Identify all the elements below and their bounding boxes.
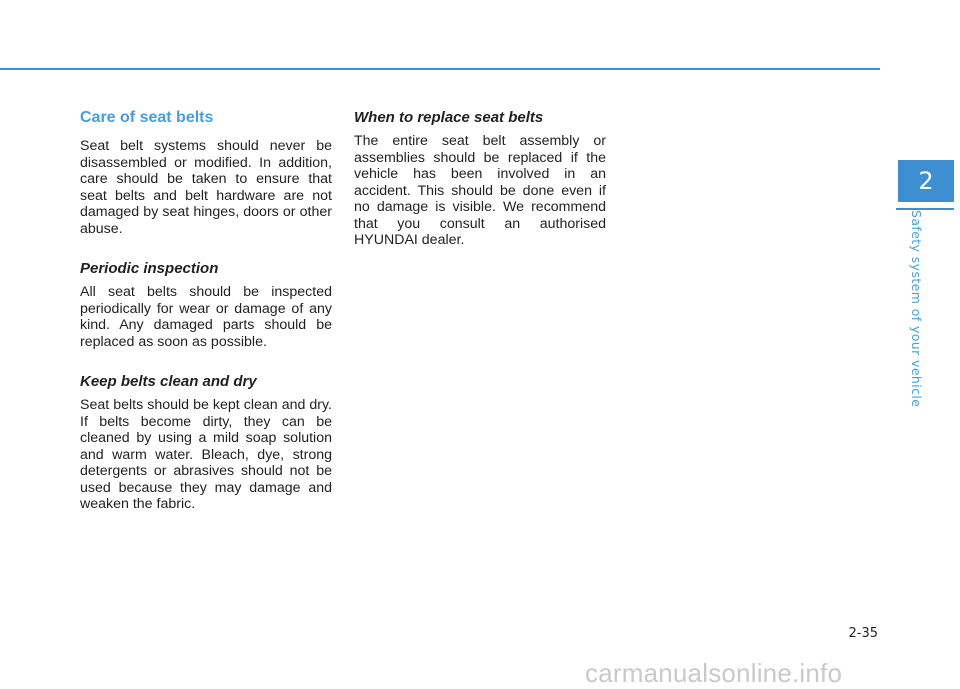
left-column (80, 108, 332, 535)
replace-belts-paragraph: The entire seat belt assembly or assemblies should be replaced if the vehicle has been involved in an accident. This should be done even if no damage is visible. We recommend that you consult an authorised HYUNDAI dealer. (354, 133, 606, 248)
replace-belts-heading: When to replace seat belts (354, 109, 544, 126)
periodic-inspection-paragraph: All seat belts should be inspected periodically for wear or damage of any kind. Any damaged parts should be replaced as soon as possible. (80, 284, 332, 350)
intro-paragraph: Seat belt systems should never be disassembled or modified. In addition, care should be taken to ensure that seat belts and belt hardware are not damaged by seat hinges, doors or other abuse. (80, 138, 332, 237)
page-number: 2-35 (848, 626, 878, 641)
chapter-tab (898, 160, 954, 202)
clean-dry-heading: Keep belts clean and dry (80, 373, 257, 390)
right-column (354, 108, 606, 271)
watermark: carmanualsonline.info (585, 658, 843, 688)
chapter-title: Safety system of your vehicle (909, 210, 924, 408)
periodic-inspection-heading: Periodic inspection (80, 260, 219, 277)
chapter-number: 2 (918, 167, 934, 195)
header-rule (0, 68, 880, 70)
section-title: Care of seat belts (80, 109, 214, 126)
clean-dry-paragraph: Seat belts should be kept clean and dry. If belts become dirty, they can be cleaned by using a mild soap solution and warm water. Bleach, dye, strong detergents or abrasives should not be used because they may damage and weaken the fabric. (80, 397, 332, 512)
